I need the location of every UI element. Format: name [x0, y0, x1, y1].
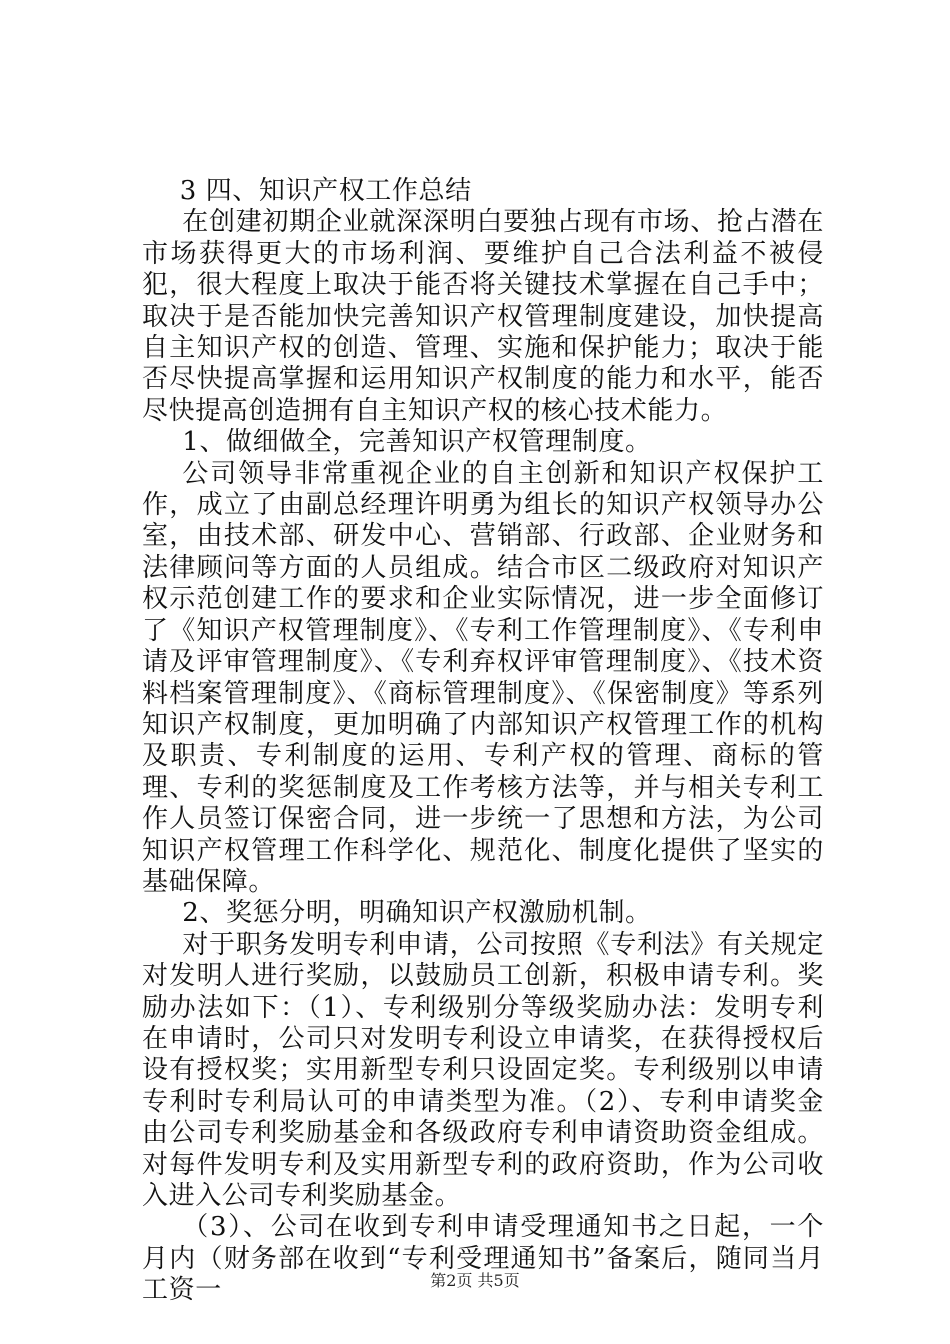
paragraph-incentives: 对于职务发明专利申请，公司按照《专利法》有关规定对发明人进行奖励，以鼓励员工创新，积极申请专利。奖励办法如下：（1）、专利级别分等级奖励办法：发明专利在申请时，公司只对发明专利设立申请奖，在获得授权后设有授权奖；实用新型专利只设固定奖。专利级别以申请专利时专利局认可的申请类型为准。（2）、专利申请奖金由公司专利奖励基金和各级政府专利申请资助资金组成。对每件发明专利及实用新型专利的政府资助，作为公司收入进入公司专利奖励基金。 — [142, 929, 824, 1211]
paragraph-intro: 在创建初期企业就深深明白要独占现有市场、抢占潜在市场获得更大的市场利润、要维护自己合法利益不被侵犯，很大程度上取决于能否将关键技术掌握在自己手中；取决于是否能加快完善知识产权管理制度建设，加快提高自主知识产权的创造、管理、实施和保护能力；取决于能否尽快提高掌握和运用知识产权制度的能力和水平，能否尽快提高创造拥有自主知识产权的核心技术能力。 — [142, 207, 824, 426]
paragraph-management-system: 公司领导非常重视企业的自主创新和知识产权保护工作，成立了由副总经理许明勇为组长的知识产权领导办公室，由技术部、研发中心、营销部、行政部、企业财务和法律顾问等方面的人员组成。结合市区二级政府对知识产权示范创建工作的要求和企业实际情况，进一步全面修订了《知识产权管理制度》、《专利工作管理制度》、《专利申请及评审管理制度》、《专利弃权评审管理制度》、《技术资料档案管理制度》、《商标管理制度》、《保密制度》等系列知识产权制度，更加明确了内部知识产权管理工作的机构及职责、专利制度的运用、专利产权的管理、商标的管理、专利的奖惩制度及工作考核方法等，并与相关专利工作人员签订保密合同，进一步统一了思想和方法，为公司知识产权管理工作科学化、规范化、制度化提供了坚实的基础保障。 — [142, 458, 824, 897]
subheading-2: 2、奖惩分明，明确知识产权激励机制。 — [182, 898, 652, 929]
document-body — [142, 176, 824, 1307]
subheading-1: 1、做细做全，完善知识产权管理制度。 — [182, 427, 652, 458]
page-footer: 第2页 共5页 — [430, 1271, 520, 1290]
section-heading: 3 四、知识产权工作总结 — [179, 176, 472, 206]
paragraph-item-3: （3）、公司在收到专利申请受理通知书之日起，一个月内（财务部在收到“专利受理通知书”备案后，随同当月工资一 — [142, 1212, 824, 1306]
